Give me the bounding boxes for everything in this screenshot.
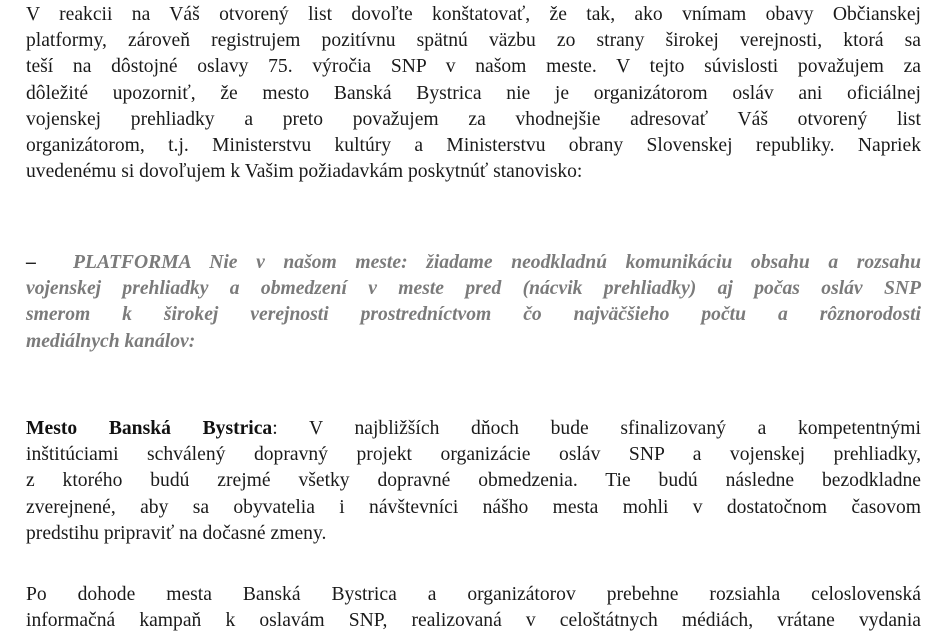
- paragraph-intro: [26, 2, 921, 185]
- paragraph-platform-request: [26, 250, 921, 355]
- text-line: dôležité upozorniť, že mesto Banská Bystrica nie je organizátorom osláv ani oficiálnej: [26, 82, 921, 104]
- paragraph-city-response: [26, 416, 921, 547]
- text-line: zverejnené, aby sa obyvatelia i návštevníci nášho mesta mohli v dostatočnom časovom: [26, 496, 921, 518]
- text-line: inštitúciami schválený dopravný projekt organizácie osláv SNP a vojenskej prehliadky,: [26, 444, 921, 466]
- paragraph-campaign: [26, 582, 921, 634]
- text-line: z ktorého budú zrejmé všetky dopravné obmedzenia. Tie budú následne bezodkladne: [26, 470, 921, 492]
- text-line: predstihu pripraviť na dočasné zmeny.: [26, 522, 327, 544]
- text-line: smerom k širokej verejnosti prostredníctvom čo najväčšieho počtu a rôznorodosti: [26, 304, 921, 326]
- response-text: : V najbližších dňoch bude sfinalizovaný a kompetentnými: [272, 418, 921, 439]
- text-line: [26, 250, 921, 276]
- speaker-label: Mesto Banská Bystrica: [26, 418, 273, 439]
- quoted-text: PLATFORMA Nie v našom meste: žiadame neodkladnú komunikáciu obsahu a rozsahu: [73, 252, 922, 273]
- text-line: vojenskej prehliadky a preto považujem za vhodnejšie adresovať Váš otvorený list: [26, 108, 921, 130]
- text-line: V reakcii na Váš otvorený list dovoľte konštatovať, že tak, ako vnímam obavy Občianskej: [26, 4, 921, 25]
- text-line: uvedenému si dovoľujem k Vašim požiadavkám poskytnúť stanovisko:: [26, 161, 583, 183]
- text-line: mediálnych kanálov:: [26, 330, 196, 352]
- text-line: teší na dôstojné oslavy 75. výročia SNP v našom meste. V tejto súvislosti považujem za: [26, 56, 921, 78]
- dash-bullet: –: [26, 252, 36, 273]
- text-line: vojenskej prehliadky a obmedzení v meste pred (nácvik prehliadky) aj počas osláv SNP: [26, 278, 921, 300]
- text-line: organizátorom, t.j. Ministerstvu kultúry a Ministerstvu obrany Slovenskej republiky. Napriek: [26, 134, 921, 156]
- text-line: Po dohode mesta Banská Bystrica a organizátorov prebehne rozsiahla celoslovenská: [26, 584, 921, 605]
- text-line: [26, 416, 921, 442]
- text-line: informačná kampaň k oslavám SNP, realizovaná v celoštátnych médiách, vrátane vydania: [26, 610, 921, 632]
- text-line: platformy, zároveň registrujem pozitívnu spätnú väzbu zo strany širokej verejnosti, ktorá sa: [26, 30, 921, 52]
